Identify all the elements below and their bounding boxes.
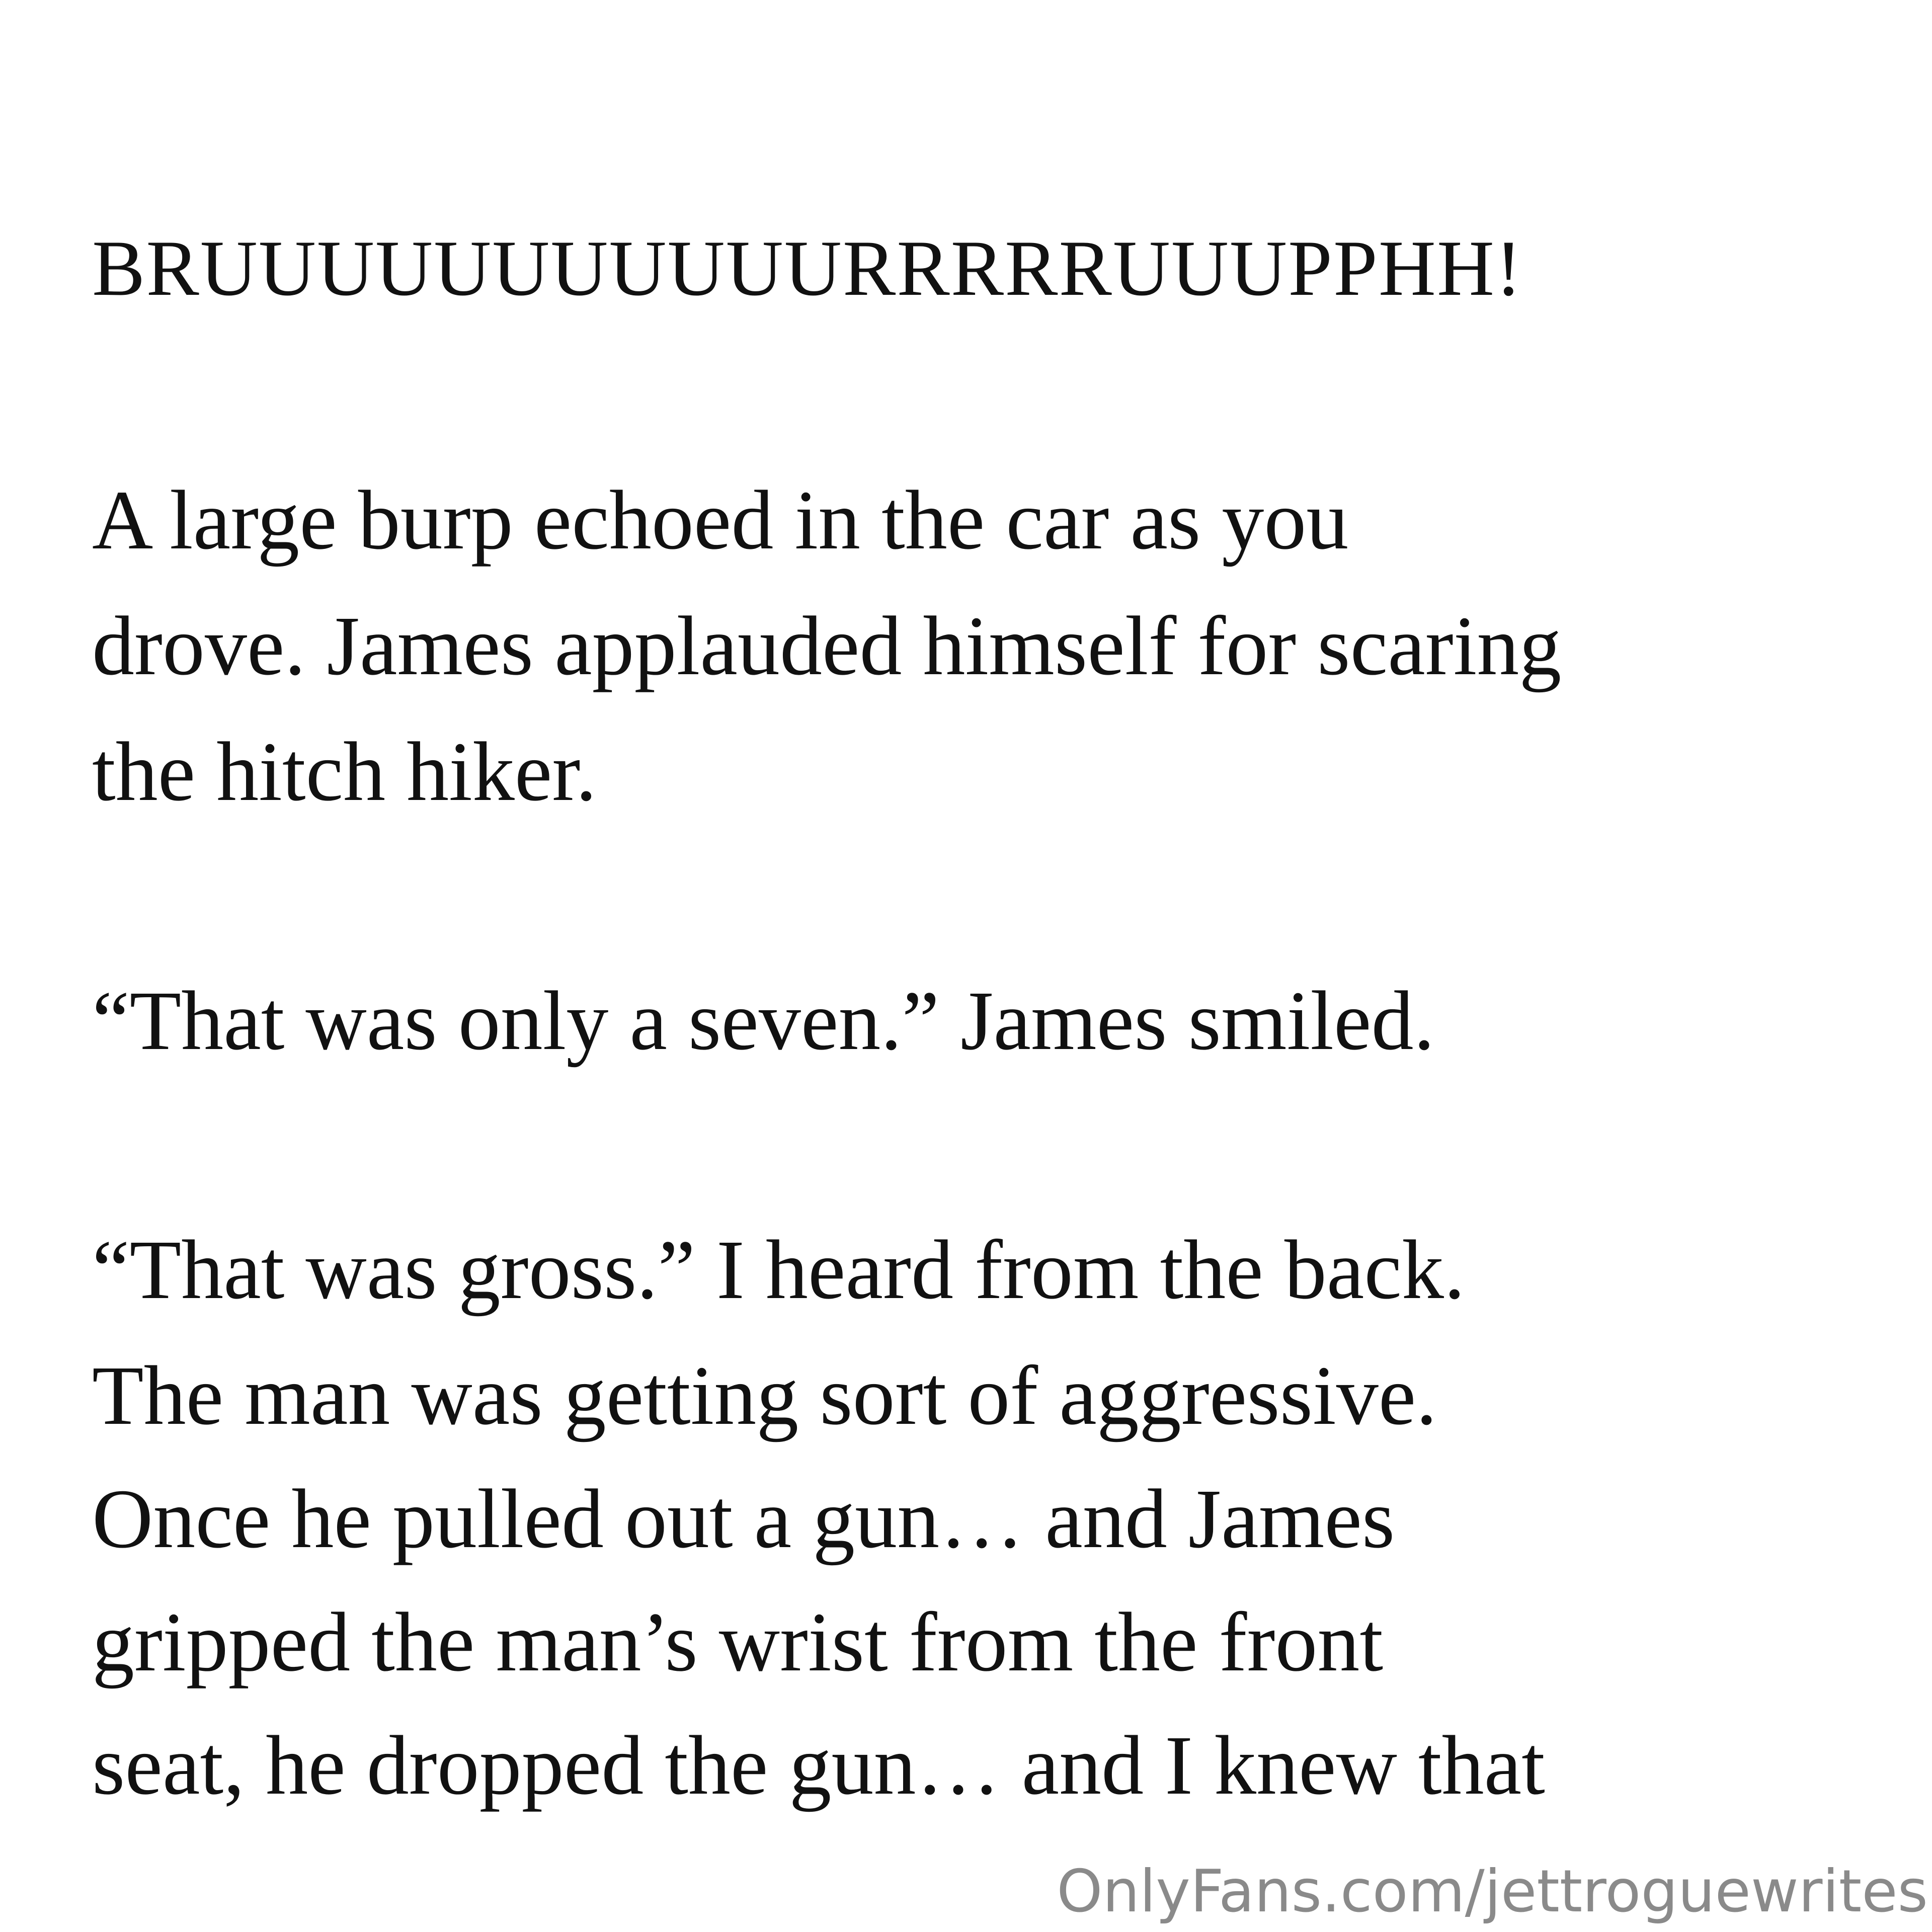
sound-effect-heading: BRUUUUUUUUUUURRRRRUUUPPHH! — [92, 224, 1523, 312]
paragraph-line: gripped the man’s wrist from the front — [92, 1595, 1384, 1689]
paragraph-line: The man was getting sort of aggressive. — [92, 1349, 1437, 1442]
paragraph-line: “That was gross.” I heard from the back. — [92, 1223, 1465, 1317]
paragraph-line: Once he pulled out a gun… and James — [92, 1472, 1395, 1566]
paragraph-line: “That was only a seven.” James smiled. — [92, 974, 1435, 1068]
paragraph-line: drove. James applauded himself for scaring — [92, 599, 1562, 693]
paragraph-line: seat, he dropped the gun… and I knew that — [92, 1719, 1545, 1812]
paragraph-line: the hitch hiker. — [92, 725, 597, 819]
paragraph-line: A large burp echoed in the car as you — [92, 473, 1349, 567]
watermark-text: OnlyFans.com/jettroguewrites — [1057, 1858, 1928, 1925]
